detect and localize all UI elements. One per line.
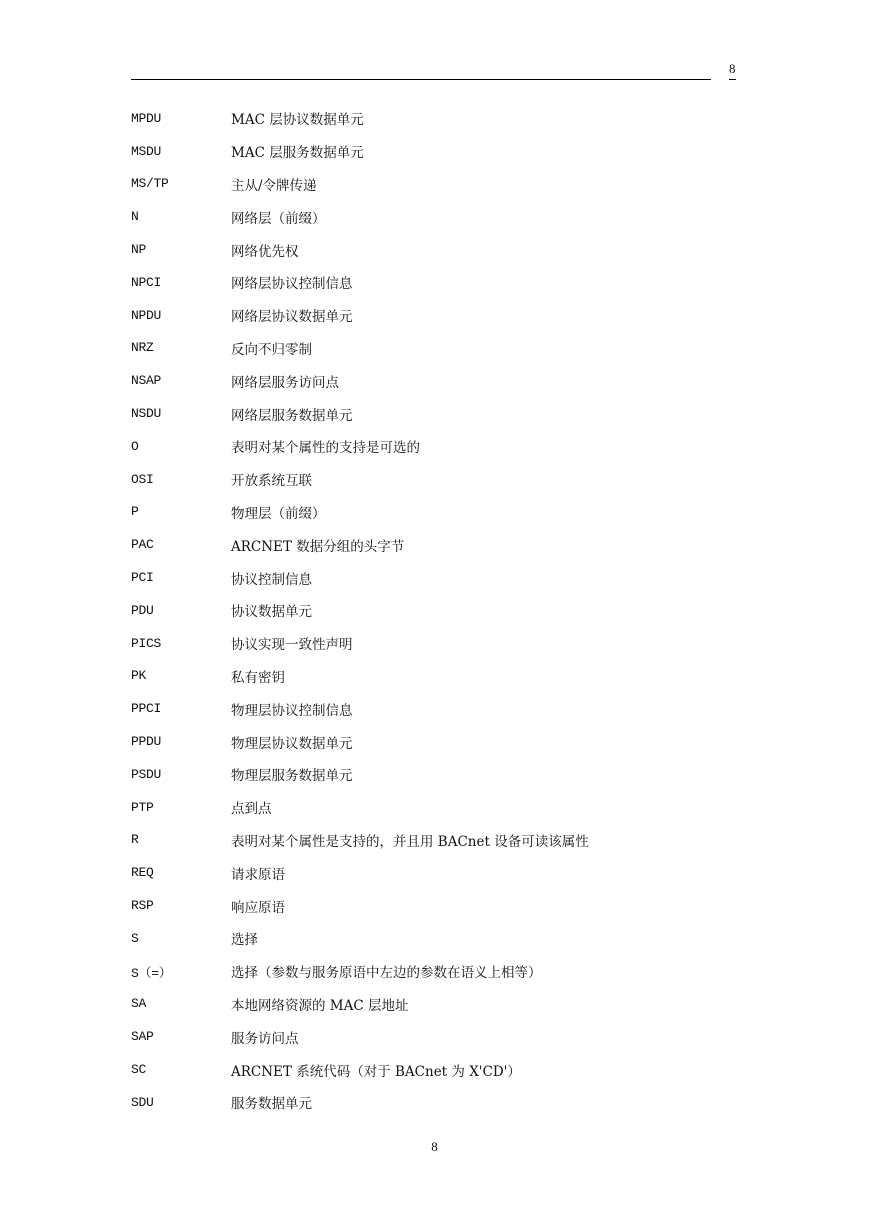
abbreviation-definition: 协议控制信息 <box>231 571 312 588</box>
abbreviation-term: MPDU <box>131 110 162 126</box>
abbreviation-definition: MAC 层协议数据单元 <box>231 112 364 129</box>
abbreviation-row <box>131 660 751 693</box>
abbreviation-row <box>131 824 751 857</box>
abbreviation-definition: 点到点 <box>231 801 272 818</box>
abbreviation-row <box>131 528 751 561</box>
abbreviation-term: MS/TP <box>131 176 169 192</box>
abbreviation-row <box>131 135 751 168</box>
abbreviation-row <box>131 791 751 824</box>
abbreviation-row <box>131 692 751 725</box>
abbreviation-definition: 物理层服务数据单元 <box>231 768 353 785</box>
abbreviation-term: SC <box>131 1062 147 1077</box>
abbreviation-definition: 反向不归零制 <box>231 341 312 358</box>
abbreviation-definition: 表明对某个属性的支持是可选的 <box>231 440 420 457</box>
abbreviation-row <box>131 889 751 922</box>
abbreviation-term: NPCI <box>131 274 162 290</box>
abbreviation-term: S <box>131 930 139 946</box>
abbreviation-term: SDU <box>131 1094 154 1110</box>
abbreviation-row <box>131 332 751 365</box>
abbreviation-row <box>131 725 751 758</box>
abbreviation-term: N <box>131 209 139 225</box>
abbreviation-term: PSDU <box>131 766 162 782</box>
abbreviation-definition: 网络层协议数据单元 <box>231 309 353 326</box>
abbreviation-term: R <box>131 832 139 848</box>
abbreviation-definition: MAC 层服务数据单元 <box>231 145 364 162</box>
abbreviation-definition: 请求原语 <box>231 866 285 883</box>
abbreviation-definition: 本地网络资源的 MAC 层地址 <box>231 997 409 1014</box>
abbreviation-definition: 选择（参数与服务原语中左边的参数在语义上相等） <box>231 965 542 982</box>
abbreviation-row <box>131 1053 751 1086</box>
abbreviation-term: PAC <box>131 537 154 553</box>
abbreviation-term: S（=） <box>131 965 172 981</box>
abbreviation-row <box>131 463 751 496</box>
abbreviation-list <box>131 102 751 1119</box>
abbreviation-row <box>131 299 751 332</box>
abbreviation-term: NSAP <box>131 373 162 389</box>
abbreviation-row <box>131 496 751 529</box>
abbreviation-definition: 协议实现一致性声明 <box>231 637 353 654</box>
abbreviation-term: RSP <box>131 898 154 914</box>
abbreviation-definition: 服务数据单元 <box>231 1096 312 1113</box>
footer-page-number: 8 <box>431 1139 438 1154</box>
abbreviation-row <box>131 168 751 201</box>
abbreviation-row <box>131 955 751 988</box>
abbreviation-definition: 物理层（前缀） <box>231 505 326 522</box>
abbreviation-definition: 协议数据单元 <box>231 604 312 621</box>
abbreviation-row <box>131 988 751 1021</box>
abbreviation-definition: 服务访问点 <box>231 1030 299 1047</box>
abbreviation-term: NPDU <box>131 307 162 323</box>
abbreviation-row <box>131 266 751 299</box>
abbreviation-term: SA <box>131 996 147 1012</box>
abbreviation-row <box>131 397 751 430</box>
abbreviation-definition: 网络层（前缀） <box>231 210 326 227</box>
abbreviation-definition: 网络优先权 <box>231 243 299 260</box>
abbreviation-row <box>131 430 751 463</box>
abbreviation-row <box>131 1086 751 1119</box>
abbreviation-term: NRZ <box>131 340 154 356</box>
abbreviation-term: OSI <box>131 471 154 487</box>
abbreviation-definition: ARCNET 数据分组的头字节 <box>231 538 405 555</box>
abbreviation-definition: 选择 <box>231 932 258 949</box>
abbreviation-row <box>131 856 751 889</box>
abbreviation-row <box>131 561 751 594</box>
abbreviation-row <box>131 627 751 660</box>
abbreviation-term: O <box>131 438 139 454</box>
abbreviation-term: PTP <box>131 799 154 815</box>
abbreviation-term: PPCI <box>131 701 162 717</box>
abbreviation-term: NSDU <box>131 406 162 422</box>
header-page-number: 8 <box>729 60 736 80</box>
header-rule <box>131 79 711 80</box>
abbreviation-definition: ARCNET 系统代码（对于 BACnet 为 X'CD'） <box>231 1063 521 1080</box>
abbreviation-term: NP <box>131 242 147 258</box>
abbreviation-row <box>131 200 751 233</box>
abbreviation-row <box>131 102 751 135</box>
abbreviation-term: PK <box>131 668 147 684</box>
abbreviation-row <box>131 364 751 397</box>
abbreviation-definition: 物理层协议控制信息 <box>231 702 353 719</box>
abbreviation-row <box>131 758 751 791</box>
abbreviation-row <box>131 922 751 955</box>
abbreviation-row <box>131 594 751 627</box>
abbreviation-term: PDU <box>131 602 154 618</box>
abbreviation-term: P <box>131 504 139 520</box>
abbreviation-definition: 响应原语 <box>231 899 285 916</box>
abbreviation-row <box>131 233 751 266</box>
abbreviation-definition: 网络层服务数据单元 <box>231 407 353 424</box>
abbreviation-term: PPDU <box>131 734 162 750</box>
abbreviation-term: MSDU <box>131 143 162 159</box>
abbreviation-term: REQ <box>131 865 154 881</box>
abbreviation-definition: 主从/令牌传递 <box>231 177 317 194</box>
abbreviation-definition: 网络层协议控制信息 <box>231 276 353 293</box>
abbreviation-definition: 表明对某个属性是支持的，并且用 BACnet 设备可读该属性 <box>231 833 589 850</box>
abbreviation-definition: 物理层协议数据单元 <box>231 735 353 752</box>
abbreviation-term: SAP <box>131 1029 154 1045</box>
abbreviation-row <box>131 1020 751 1053</box>
abbreviation-definition: 开放系统互联 <box>231 473 312 490</box>
abbreviation-definition: 网络层服务访问点 <box>231 374 339 391</box>
abbreviation-term: PICS <box>131 635 162 651</box>
abbreviation-term: PCI <box>131 570 154 586</box>
abbreviation-definition: 私有密钥 <box>231 669 285 686</box>
